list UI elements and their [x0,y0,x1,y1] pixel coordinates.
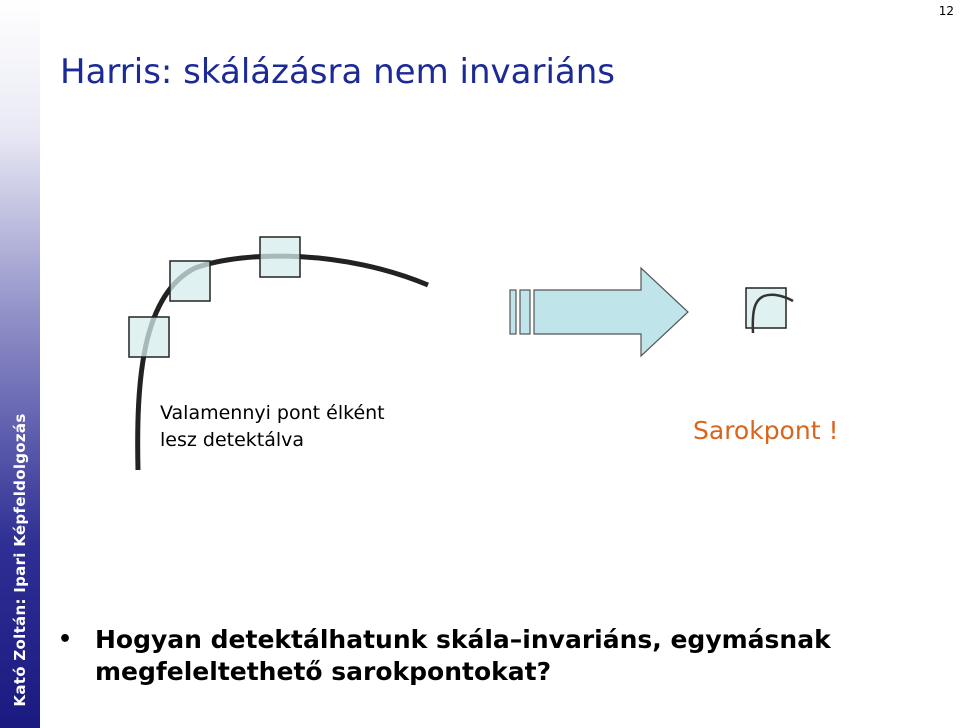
bullet-text [95,624,938,688]
bullet-dot-icon: • [58,627,73,652]
edge-caption [160,400,385,454]
page-number: 12 [938,4,954,18]
sidebar-author-course-label: Kató Zoltán: Ipari Képfeldolgozás [11,413,29,707]
arrow-stripe-2 [520,290,530,334]
arrow-body [534,268,688,356]
detection-window-2 [170,261,210,301]
detection-window-3 [260,237,300,277]
arrow-stripe-1 [510,290,516,334]
corner-label: Sarokpont ! [693,416,839,445]
bullet-line-2: megfeleltethető sarokpontokat? [95,657,552,686]
scale-down-arrow [510,268,688,356]
bullet-item [58,624,938,688]
bullet-line-1: Hogyan detektálhatunk skála–invariáns, egymásnak [95,625,831,654]
detection-window-1 [129,317,169,357]
edge-caption-line-1: Valamennyi pont élként [160,402,385,424]
edge-caption-line-2: lesz detektálva [160,429,305,451]
slide-title: Harris: skálázásra nem invariáns [60,52,615,92]
